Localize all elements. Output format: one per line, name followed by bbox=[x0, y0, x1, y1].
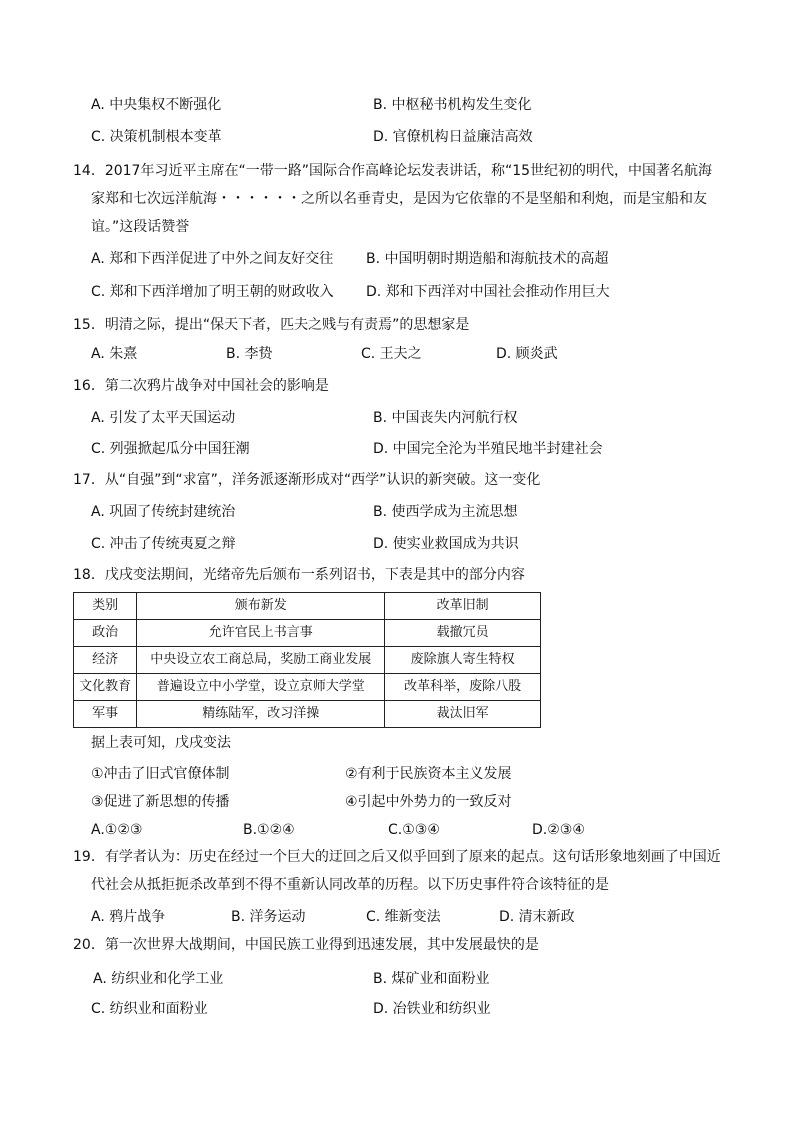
q18-option-b: B.①②④ bbox=[243, 822, 295, 838]
table-cell: 普遍设立中小学堂，设立京师大学堂 bbox=[137, 674, 385, 701]
q18-option-c: C.①③④ bbox=[388, 822, 440, 838]
q20-option-c: C. 纺织业和面粉业 bbox=[91, 1001, 208, 1017]
table-cell: 经济 bbox=[74, 647, 137, 674]
q17-option-d: D. 使实业救国成为共识 bbox=[373, 536, 519, 552]
q13-option-a: A. 中央集权不断强化 bbox=[91, 97, 222, 113]
table-cell: 裁汰旧军 bbox=[385, 701, 541, 728]
table-cell: 载撤冗员 bbox=[385, 620, 541, 647]
q19-option-a: A. 鸦片战争 bbox=[91, 909, 166, 925]
q20-stem: 20．第一次世界大战期间，中国民族工业得到迅速发展，其中发展最快的是 bbox=[73, 937, 539, 953]
q19-option-c: C. 维新变法 bbox=[366, 909, 441, 925]
q20-option-b: B. 煤矿业和面粉业 bbox=[373, 971, 490, 987]
table-cell: 文化教育 bbox=[74, 674, 137, 701]
table-cell: 军事 bbox=[74, 701, 137, 728]
q14-option-c: C. 郑和下西洋增加了明王朝的财政收入 bbox=[91, 284, 334, 300]
q17-option-b: B. 使西学成为主流思想 bbox=[373, 504, 518, 520]
reform-edicts-table bbox=[73, 592, 541, 728]
q19-option-d: D. 清末新政 bbox=[499, 909, 575, 925]
q19-option-b: B. 洋务运动 bbox=[231, 909, 306, 925]
q17-stem: 17．从“自强”到“求富”，洋务派逐渐形成对“西学”认识的新突破。这一变化 bbox=[73, 472, 541, 488]
table-row bbox=[74, 674, 541, 701]
table-header: 类别 bbox=[74, 593, 137, 620]
q20-option-a: A. 纺织业和化学工业 bbox=[93, 971, 224, 987]
table-row bbox=[74, 647, 541, 674]
q18-statement-1: ①冲击了旧式官僚体制 bbox=[91, 766, 230, 782]
q14-option-b: B. 中国明朝时期造船和海航技术的高超 bbox=[366, 251, 609, 267]
q18-lead: 据上表可知，戊戌变法 bbox=[91, 735, 231, 751]
q15-option-d: D. 顾炎武 bbox=[496, 346, 558, 362]
q18-statement-2: ②有利于民族资本主义发展 bbox=[345, 766, 512, 782]
table-cell: 废除旗人寄生特权 bbox=[385, 647, 541, 674]
q17-option-a: A. 巩固了传统封建统治 bbox=[91, 504, 236, 520]
q16-option-b: B. 中国丧失内河航行权 bbox=[373, 410, 518, 426]
q14-option-a: A. 郑和下西洋促进了中外之间友好交往 bbox=[91, 251, 334, 267]
q18-option-d: D.②③④ bbox=[532, 822, 585, 838]
q18-option-a: A.①②③ bbox=[91, 822, 143, 838]
table-row bbox=[74, 620, 541, 647]
table-cell: 政治 bbox=[74, 620, 137, 647]
q16-option-c: C. 列强掀起瓜分中国狂潮 bbox=[91, 441, 250, 457]
q17-option-c: C. 冲击了传统夷夏之辩 bbox=[91, 536, 236, 552]
q14-stem-line-1: 14．2017年习近平主席在“一带一路”国际合作高峰论坛发表讲话，称“15世纪初的明代，中国著名航海 bbox=[73, 163, 713, 179]
q15-option-c: C. 王夫之 bbox=[361, 346, 422, 362]
q15-option-a: A. 朱熹 bbox=[91, 346, 138, 362]
q19-stem-line-1: 19．有学者认为：历史在经过一个巨大的迂回之后又似乎回到了原来的起点。这句话形象地刻画了中国近 bbox=[73, 849, 721, 865]
table-cell: 改革科举，废除八股 bbox=[385, 674, 541, 701]
q15-stem: 15．明清之际，提出“保天下者，匹夫之贱与有责焉”的思想家是 bbox=[73, 317, 470, 333]
q14-option-d: D. 郑和下西洋对中国社会推动作用巨大 bbox=[366, 284, 610, 300]
table-cell: 中央设立农工商总局，奖励工商业发展 bbox=[137, 647, 385, 674]
table-header-row bbox=[74, 593, 541, 620]
q13-option-b: B. 中枢秘书机构发生变化 bbox=[373, 97, 532, 113]
q18-stem: 18．戊戌变法期间，光绪帝先后颁布一系列诏书，下表是其中的部分内容 bbox=[73, 567, 525, 583]
q18-statement-4: ④引起中外势力的一致反对 bbox=[345, 794, 512, 810]
q16-stem: 16．第二次鸦片战争对中国社会的影响是 bbox=[73, 378, 329, 394]
q15-option-b: B. 李贽 bbox=[226, 346, 273, 362]
table-cell: 精练陆军，改习洋操 bbox=[137, 701, 385, 728]
table-header: 改革旧制 bbox=[385, 593, 541, 620]
q13-option-c: C. 决策机制根本变革 bbox=[91, 129, 222, 145]
q16-option-d: D. 中国完全沦为半殖民地半封建社会 bbox=[373, 441, 603, 457]
q18-statement-3: ③促进了新思想的传播 bbox=[91, 794, 230, 810]
table-row bbox=[74, 701, 541, 728]
q19-stem-line-2: 代社会从抵拒扼杀改革到不得不重新认同改革的历程。以下历史事件符合该特征的是 bbox=[91, 877, 609, 893]
q13-option-d: D. 官僚机构日益廉洁高效 bbox=[373, 129, 533, 145]
q14-stem-line-2: 家郑和七次远洋航海・・・・・・之所以名垂青史，是因为它依靠的不是坚船和利炮，而是宝船和友 bbox=[91, 191, 707, 207]
table-header: 颁布新发 bbox=[137, 593, 385, 620]
table-cell: 允许官民上书言事 bbox=[137, 620, 385, 647]
q14-stem-line-3: 谊。”这段话赞誉 bbox=[91, 219, 190, 235]
q16-option-a: A. 引发了太平天国运动 bbox=[91, 410, 236, 426]
q20-option-d: D. 冶铁业和纺织业 bbox=[373, 1001, 491, 1017]
